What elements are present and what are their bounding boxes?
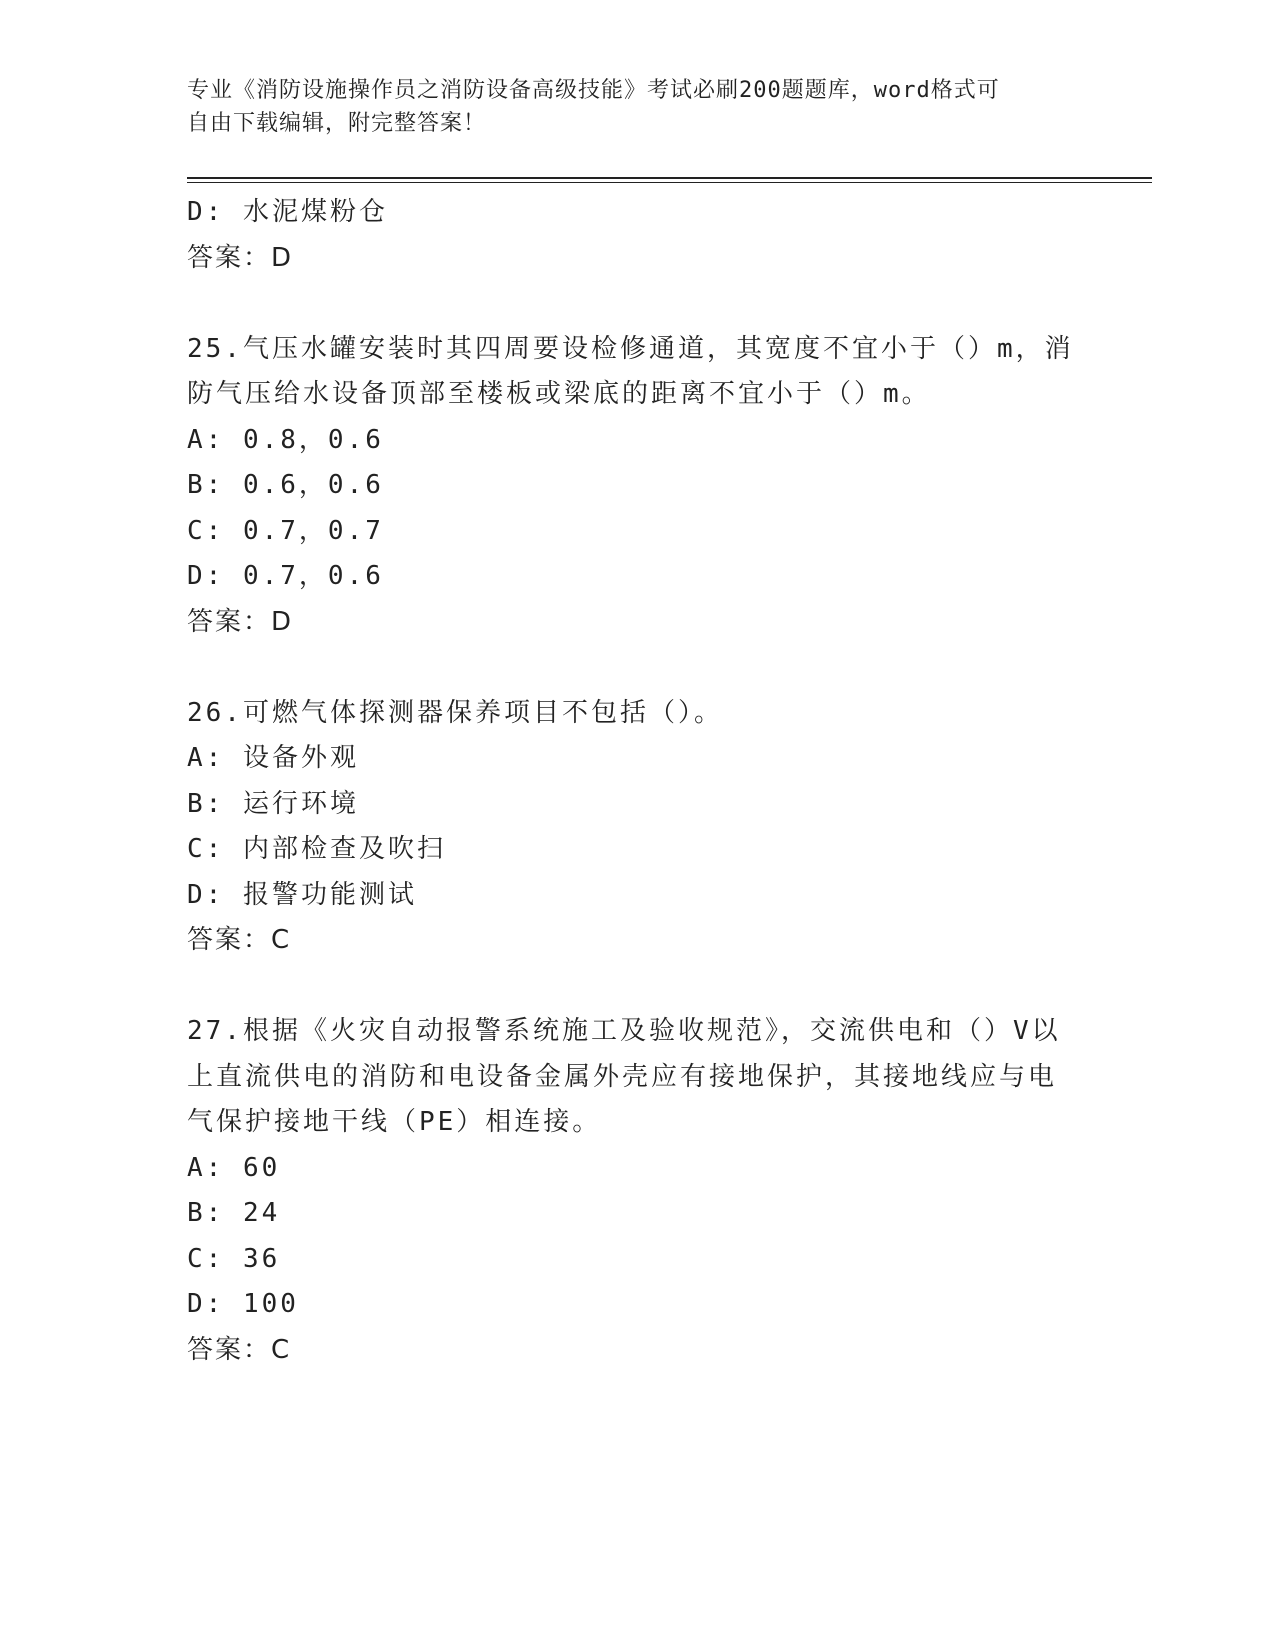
header-line-1: 专业《消防设施操作员之消防设备高级技能》考试必刷200题题库，word格式可 <box>187 78 1000 103</box>
option-b: B: 运行环境 <box>187 788 359 819</box>
option-c: C: 内部检查及吹扫 <box>187 834 446 864</box>
question-text-line: 上直流供电的消防和电设备金属外壳应有接地保护，其接地线应与电 <box>187 1061 1058 1092</box>
prev-answer: 答案：D <box>187 242 294 273</box>
option-b: B: 24 <box>187 1198 281 1228</box>
spacer <box>187 281 1087 327</box>
question-block <box>187 327 1087 646</box>
option-a: A: 设备外观 <box>187 743 359 773</box>
answer: 答案：C <box>187 1334 292 1365</box>
option-d: D: 100 <box>187 1289 299 1319</box>
question-text-line: 防气压给水设备顶部至楼板或梁底的距离不宜小于（）m。 <box>187 379 931 409</box>
header-divider-thin <box>187 182 1152 183</box>
answer: 答案：C <box>187 925 292 955</box>
question-block <box>187 691 1087 964</box>
question-text-line: 气保护接地干线（PE）相连接。 <box>187 1107 602 1137</box>
option-d: D: 报警功能测试 <box>187 879 417 910</box>
spacer <box>187 964 1087 1010</box>
question-text-line: 27.根据《火灾自动报警系统施工及验收规范》，交流供电和（）V以 <box>187 1016 1061 1046</box>
option-a: A: 60 <box>187 1152 281 1183</box>
answer: 答案：D <box>187 606 294 637</box>
question-text-line: 26.可燃气体探测器保养项目不包括（）。 <box>187 697 723 728</box>
option-d: D: 0.7，0.6 <box>187 561 384 591</box>
question-block <box>187 1009 1087 1373</box>
option-c: C: 36 <box>187 1243 281 1274</box>
prev-option-d: D: 水泥煤粉仓 <box>187 197 388 227</box>
option-b: B: 0.6，0.6 <box>187 470 384 500</box>
option-a: A: 0.8，0.6 <box>187 424 384 455</box>
question-content <box>187 190 1087 1373</box>
spacer <box>187 645 1087 691</box>
question-text-line: 25.气压水罐安装时其四周要设检修通道，其宽度不宜小于（）m，消 <box>187 333 1074 364</box>
option-c: C: 0.7，0.7 <box>187 515 384 546</box>
header-line-2: 自由下载编辑，附完整答案！ <box>187 111 487 136</box>
header-divider-thick <box>187 177 1152 179</box>
document-header <box>187 74 1067 140</box>
